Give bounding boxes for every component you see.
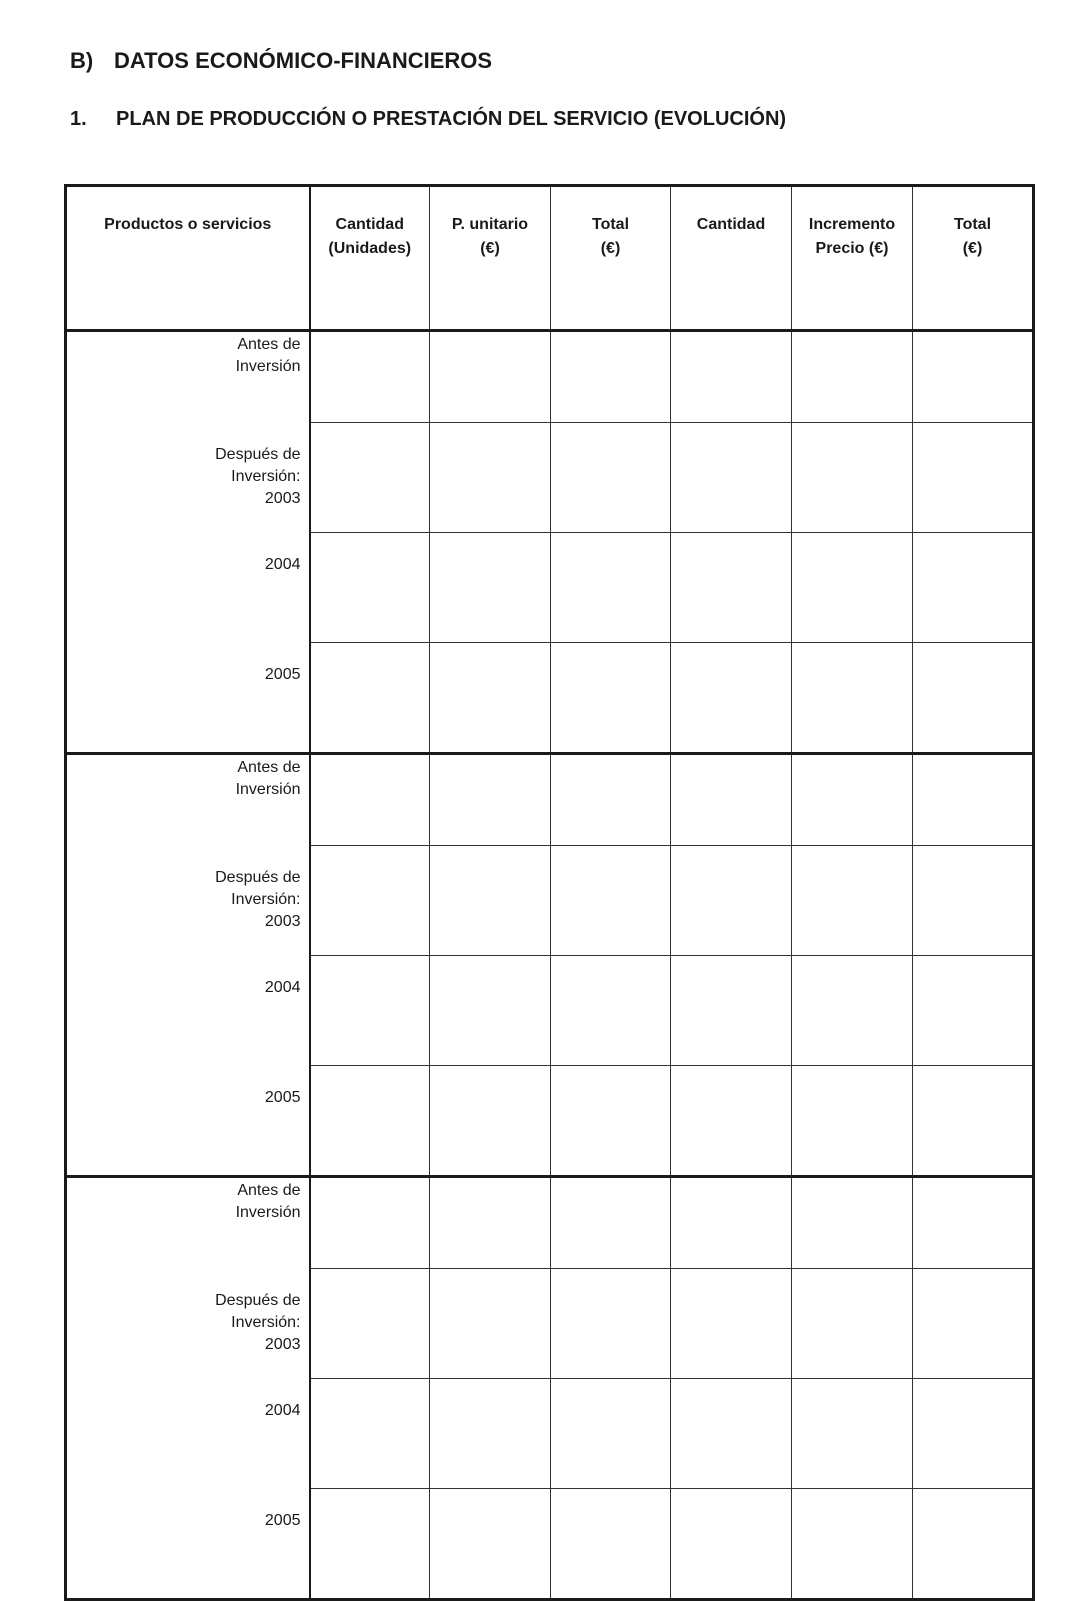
- form-cell[interactable]: [551, 1488, 671, 1600]
- form-cell[interactable]: [310, 1378, 430, 1488]
- subsection-title-text: PLAN DE PRODUCCIÓN O PRESTACIÓN DEL SERVICIO (EVOLUCIÓN): [116, 108, 787, 130]
- form-cell[interactable]: [671, 532, 792, 642]
- form-cell[interactable]: [430, 955, 551, 1065]
- form-cell[interactable]: [913, 845, 1034, 955]
- form-cell[interactable]: [792, 1488, 913, 1600]
- table-row: [66, 422, 1034, 532]
- form-cell[interactable]: [430, 532, 551, 642]
- form-cell[interactable]: [551, 422, 671, 532]
- row-label: [66, 845, 310, 955]
- table-row: [66, 532, 1034, 642]
- form-cell[interactable]: [310, 1177, 430, 1269]
- form-cell[interactable]: [913, 1065, 1034, 1177]
- table-row: [66, 955, 1034, 1065]
- form-cell[interactable]: [310, 1268, 430, 1378]
- row-label: [66, 331, 310, 423]
- form-cell[interactable]: [913, 1177, 1034, 1269]
- form-cell[interactable]: [913, 1488, 1034, 1600]
- form-cell[interactable]: [551, 1378, 671, 1488]
- row-label: [66, 422, 310, 532]
- form-cell[interactable]: [671, 955, 792, 1065]
- row-label-line: 2005: [264, 1512, 301, 1529]
- row-label-line: Antes de: [237, 1182, 301, 1199]
- table-row: [66, 1488, 1034, 1600]
- table-row: [66, 1177, 1034, 1269]
- form-cell[interactable]: [310, 642, 430, 754]
- table-header: [66, 186, 1034, 331]
- form-cell[interactable]: [913, 1268, 1034, 1378]
- row-label: [66, 1177, 310, 1269]
- form-cell[interactable]: [792, 1378, 913, 1488]
- row-label-line: Inversión: [235, 358, 301, 375]
- form-cell[interactable]: [913, 1378, 1034, 1488]
- row-label-line: 2005: [264, 666, 301, 683]
- form-cell[interactable]: [310, 331, 430, 423]
- form-cell[interactable]: [671, 1378, 792, 1488]
- form-cell[interactable]: [913, 331, 1034, 423]
- row-label-line: Antes de: [237, 759, 301, 776]
- form-cell[interactable]: [430, 1488, 551, 1600]
- row-label-line: Inversión:: [231, 1314, 301, 1331]
- table-row: [66, 1268, 1034, 1378]
- form-cell[interactable]: [430, 1065, 551, 1177]
- form-cell[interactable]: [430, 422, 551, 532]
- form-cell[interactable]: [430, 754, 551, 846]
- form-cell[interactable]: [671, 1065, 792, 1177]
- form-cell[interactable]: [792, 1065, 913, 1177]
- section-number: B): [70, 48, 94, 73]
- row-label-line: 2004: [264, 979, 301, 996]
- production-plan-table: [64, 184, 1035, 1601]
- form-cell[interactable]: [430, 331, 551, 423]
- form-cell[interactable]: [671, 642, 792, 754]
- form-cell[interactable]: [430, 845, 551, 955]
- form-cell[interactable]: [671, 1488, 792, 1600]
- form-cell[interactable]: [310, 1065, 430, 1177]
- header-total-2: Total (€): [913, 186, 1034, 331]
- header-row: [66, 186, 1034, 331]
- row-label: [66, 1065, 310, 1177]
- form-cell[interactable]: [310, 845, 430, 955]
- form-cell[interactable]: [913, 532, 1034, 642]
- header-total: Total (€): [551, 186, 671, 331]
- row-label-line: 2004: [264, 556, 301, 573]
- form-cell[interactable]: [551, 1177, 671, 1269]
- table-row: [66, 845, 1034, 955]
- form-cell[interactable]: [310, 754, 430, 846]
- form-cell[interactable]: [792, 1177, 913, 1269]
- row-label-line: 2003: [264, 1336, 301, 1353]
- form-cell[interactable]: [551, 532, 671, 642]
- form-cell[interactable]: [792, 754, 913, 846]
- table-row: [66, 1378, 1034, 1488]
- form-cell[interactable]: [430, 1268, 551, 1378]
- form-cell[interactable]: [671, 845, 792, 955]
- table-body: [66, 331, 1034, 1600]
- form-cell[interactable]: [913, 955, 1034, 1065]
- form-cell[interactable]: [913, 642, 1034, 754]
- header-incremento-precio: Incremento Precio (€): [792, 186, 913, 331]
- subsection-title: [70, 108, 786, 131]
- form-cell[interactable]: [551, 331, 671, 423]
- form-cell[interactable]: [310, 422, 430, 532]
- section-title: [70, 48, 492, 74]
- row-label: [66, 642, 310, 754]
- section-title-text: DATOS ECONÓMICO-FINANCIEROS: [114, 48, 493, 73]
- row-label-line: Después de: [215, 446, 301, 463]
- form-cell[interactable]: [551, 845, 671, 955]
- form-cell[interactable]: [310, 1488, 430, 1600]
- form-cell[interactable]: [551, 754, 671, 846]
- form-cell[interactable]: [792, 422, 913, 532]
- form-cell[interactable]: [551, 1268, 671, 1378]
- form-cell[interactable]: [671, 1177, 792, 1269]
- form-cell[interactable]: [913, 422, 1034, 532]
- form-cell[interactable]: [792, 331, 913, 423]
- row-label-line: Inversión: [235, 781, 301, 798]
- form-cell[interactable]: [792, 532, 913, 642]
- row-label: [66, 1378, 310, 1488]
- header-cantidad-unidades: Cantidad (Unidades): [310, 186, 430, 331]
- form-cell[interactable]: [551, 642, 671, 754]
- row-label: [66, 955, 310, 1065]
- form-cell[interactable]: [551, 955, 671, 1065]
- form-cell[interactable]: [792, 845, 913, 955]
- form-cell[interactable]: [792, 642, 913, 754]
- form-cell[interactable]: [551, 1065, 671, 1177]
- form-cell[interactable]: [671, 754, 792, 846]
- row-label: [66, 754, 310, 846]
- form-cell[interactable]: [671, 331, 792, 423]
- row-label-line: Inversión:: [231, 468, 301, 485]
- row-label-line: 2003: [264, 913, 301, 930]
- form-cell[interactable]: [671, 422, 792, 532]
- table-row: [66, 642, 1034, 754]
- form-cell[interactable]: [913, 754, 1034, 846]
- header-cantidad: Cantidad: [671, 186, 792, 331]
- subsection-number: 1.: [70, 108, 87, 130]
- form-cell[interactable]: [310, 955, 430, 1065]
- form-cell[interactable]: [430, 642, 551, 754]
- row-label-line: 2003: [264, 490, 301, 507]
- form-cell[interactable]: [310, 532, 430, 642]
- row-label: [66, 532, 310, 642]
- row-label-line: Inversión: [235, 1204, 301, 1221]
- row-label-line: Inversión:: [231, 891, 301, 908]
- row-label-line: 2004: [264, 1402, 301, 1419]
- row-label-line: Después de: [215, 1292, 301, 1309]
- row-label-line: 2005: [264, 1089, 301, 1106]
- form-cell[interactable]: [792, 955, 913, 1065]
- header-precio-unitario: P. unitario (€): [430, 186, 551, 331]
- form-cell[interactable]: [792, 1268, 913, 1378]
- table-row: [66, 331, 1034, 423]
- table-row: [66, 1065, 1034, 1177]
- row-label-line: Antes de: [237, 336, 301, 353]
- form-cell[interactable]: [430, 1177, 551, 1269]
- header-productos-servicios: Productos o servicios: [66, 186, 310, 331]
- row-label: [66, 1268, 310, 1378]
- table-row: [66, 754, 1034, 846]
- row-label: [66, 1488, 310, 1600]
- form-cell[interactable]: [671, 1268, 792, 1378]
- row-label-line: Después de: [215, 869, 301, 886]
- form-cell[interactable]: [430, 1378, 551, 1488]
